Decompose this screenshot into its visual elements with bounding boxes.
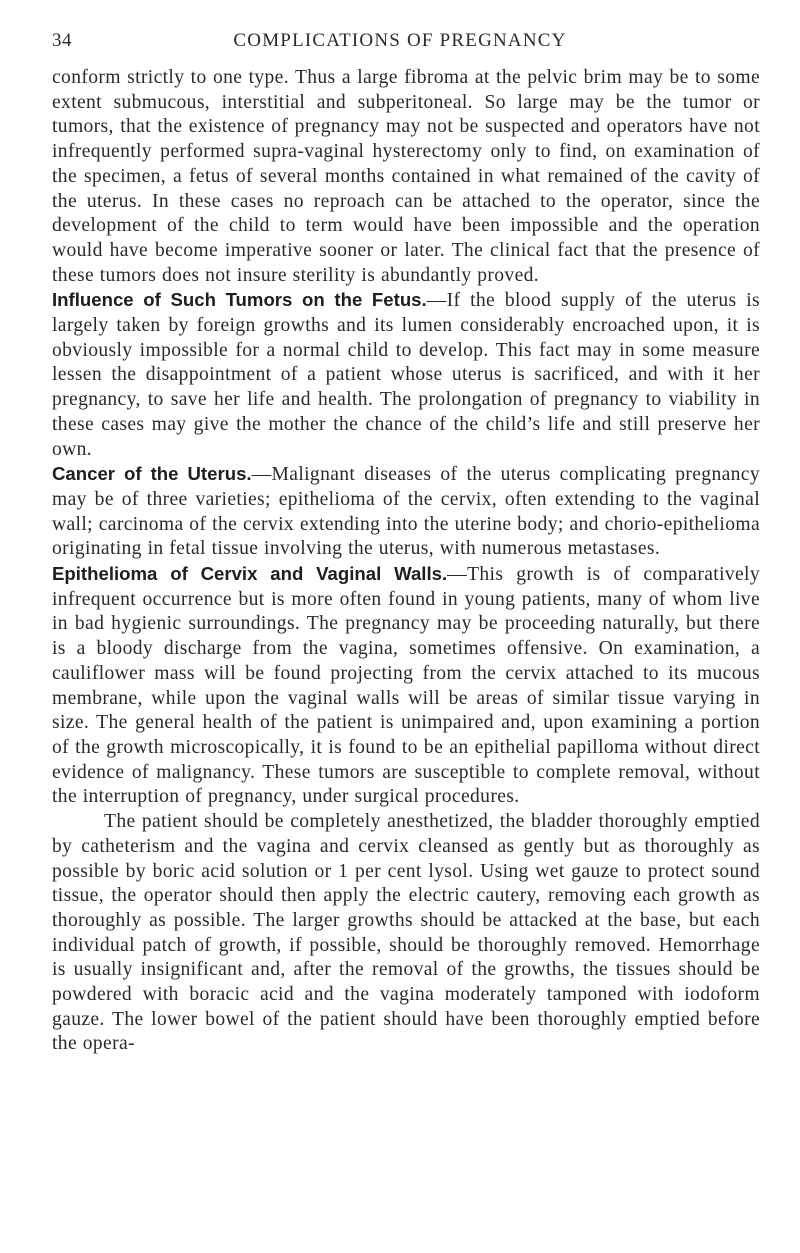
paragraph-surgical-procedure xyxy=(52,810,760,1057)
paragraph-fibroma-continuation xyxy=(52,66,760,288)
section-heading-cancer-of-uterus: Cancer of the Uterus. xyxy=(52,463,252,485)
paragraph-text: The patient should be completely anesthetized, the bladder thoroughly emptied by catheterism and the vagina and cervix cleansed as gently but as thoroughly as possible by boric acid solution or 1 per cent lysol. Using wet gauze to protect sound tissue, the operator should then apply the electric cautery, removing each growth as thoroughly as possible. The larger growths should be attacked at the base, but each individual patch of growth, if possible, should be thoroughly removed. Hemorrhage is usually insignificant and, after the removal of the growths, the tissues should be powdered with boracic acid and the vagina moderately tamponed with iodoform gauze. The lower bowel of the patient should have been thoroughly emptied before the opera- xyxy=(52,811,760,1055)
paragraph-epithelioma xyxy=(52,562,760,810)
running-title: COMPLICATIONS OF PREGNANCY xyxy=(233,30,567,51)
section-heading-epithelioma: Epithelioma of Cervix and Vaginal Walls. xyxy=(52,563,448,585)
page-number: 34 xyxy=(52,30,72,51)
paragraph-cancer-of-uterus xyxy=(52,462,760,562)
section-heading-influence-on-fetus: Influence of Such Tumors on the Fetus. xyxy=(52,289,427,311)
paragraph-text: —Malignant diseases of the uterus complicating pregnancy may be of three varieties; epithelioma of the cervix, often extending to the vaginal wall; carcinoma of the cervix extending into the uterine body; and chorio-epithelioma originating in fetal tissue involving the uterus, with numerous metastases. xyxy=(52,464,760,560)
paragraph-text: —This growth is of comparatively infrequent occurrence but is more often found in young patients, many of whom live in bad hygienic surroundings. The pregnancy may be proceeding naturally, but there is a bloody discharge from the vagina, sometimes offensive. On examination, a cauliflower mass will be found projecting from the cervix attached to its mucous membrane, while upon the vaginal walls will be areas of similar tissue varying in size. The general health of the patient is unimpaired and, upon examining a portion of the growth microscopically, it is found to be an epithelial papilloma without direct evidence of malignancy. These tumors are susceptible to complete removal, without the interruption of pregnancy, under surgical procedures. xyxy=(52,564,760,808)
paragraph-text: conform strictly to one type. Thus a large fibroma at the pelvic brim may be to some extent submucous, interstitial and subperitoneal. So large may be the tumor or tumors, that the existence of pregnancy may not be suspected and operators have not infrequently performed supra-vaginal hysterectomy only to find, on examination of the specimen, a fetus of several months contained in what remained of the cavity of the uterus. In these cases no reproach can be attached to the operator, since the development of the child to term would have been impossible and the operation would have become imperative sooner or later. The clinical fact that the presence of these tumors does not insure sterility is abundantly proved. xyxy=(52,67,760,286)
paragraph-text: —If the blood supply of the uterus is largely taken by foreign growths and its lumen considerably encroached upon, it is obviously impossible for a normal child to develop. This fact may in some measure lessen the disappointment of a patient whose uterus is sacrificed, and with it her pregnancy, to save her life and health. The prolongation of pregnancy to viability in these cases may give the mother the chance of the child’s life and still preserve her own. xyxy=(52,290,760,460)
body-text xyxy=(52,66,760,1057)
paragraph-influence-on-fetus xyxy=(52,288,760,462)
page-header xyxy=(0,30,800,54)
